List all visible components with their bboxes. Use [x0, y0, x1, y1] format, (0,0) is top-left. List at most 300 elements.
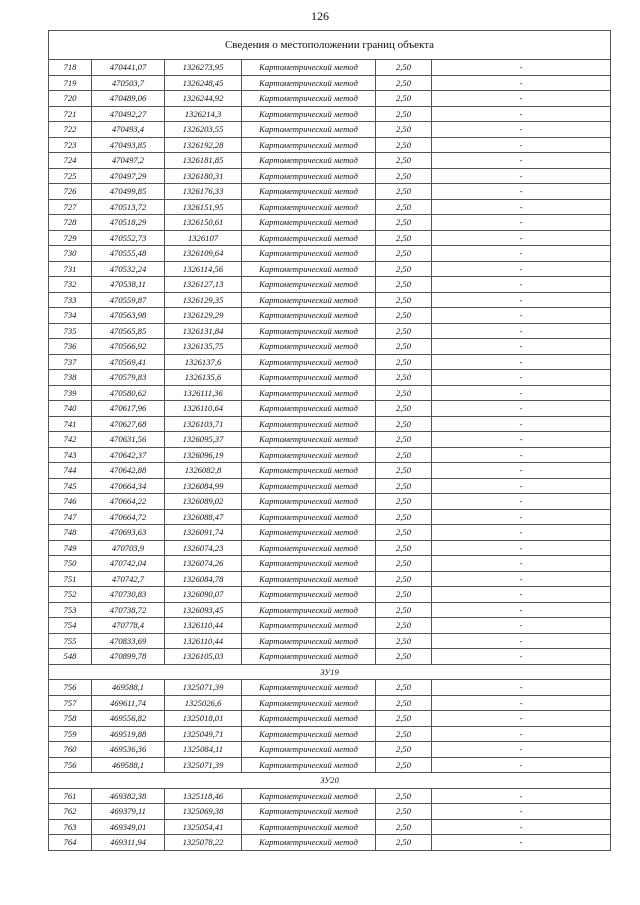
accuracy: 2,50: [376, 478, 432, 494]
method: Картометрический метод: [242, 75, 376, 91]
y-coordinate: 1325084,11: [165, 742, 242, 758]
method: Картометрический метод: [242, 323, 376, 339]
accuracy: 2,50: [376, 308, 432, 324]
accuracy: 2,50: [376, 649, 432, 665]
point-number: 722: [49, 122, 92, 138]
method: Картометрический метод: [242, 618, 376, 634]
point-number: 736: [49, 339, 92, 355]
accuracy: 2,50: [376, 401, 432, 417]
accuracy: 2,50: [376, 602, 432, 618]
description: -: [432, 525, 611, 541]
x-coordinate: 469519,88: [92, 726, 165, 742]
y-coordinate: 1326074,26: [165, 556, 242, 572]
point-number: 730: [49, 246, 92, 262]
y-coordinate: 1326084,99: [165, 478, 242, 494]
accuracy: 2,50: [376, 137, 432, 153]
table-row: [49, 106, 611, 122]
description: -: [432, 804, 611, 820]
x-coordinate: 470664,34: [92, 478, 165, 494]
method: Картометрический метод: [242, 246, 376, 262]
y-coordinate: 1325054,41: [165, 819, 242, 835]
x-coordinate: 470538,11: [92, 277, 165, 293]
x-coordinate: 469588,1: [92, 757, 165, 773]
accuracy: 2,50: [376, 540, 432, 556]
accuracy: 2,50: [376, 432, 432, 448]
description: -: [432, 587, 611, 603]
x-coordinate: 470499,85: [92, 184, 165, 200]
description: -: [432, 91, 611, 107]
description: -: [432, 354, 611, 370]
accuracy: 2,50: [376, 416, 432, 432]
method: Картометрический метод: [242, 835, 376, 851]
accuracy: 2,50: [376, 525, 432, 541]
point-number: 752: [49, 587, 92, 603]
x-coordinate: 470493,85: [92, 137, 165, 153]
table-row: [49, 804, 611, 820]
point-number: 728: [49, 215, 92, 231]
point-number: 741: [49, 416, 92, 432]
point-number: 757: [49, 695, 92, 711]
y-coordinate: 1326088,47: [165, 509, 242, 525]
point-number: 734: [49, 308, 92, 324]
method: Картометрический метод: [242, 649, 376, 665]
table-row: [49, 463, 611, 479]
description: -: [432, 432, 611, 448]
description: -: [432, 788, 611, 804]
description: -: [432, 323, 611, 339]
table-row: [49, 680, 611, 696]
x-coordinate: 469588,1: [92, 680, 165, 696]
y-coordinate: 1325118,46: [165, 788, 242, 804]
y-coordinate: 1325078,22: [165, 835, 242, 851]
accuracy: 2,50: [376, 571, 432, 587]
y-coordinate: 1325069,38: [165, 804, 242, 820]
description: -: [432, 339, 611, 355]
table-row: [49, 618, 611, 634]
y-coordinate: 1326181,85: [165, 153, 242, 169]
section-header-row: [49, 664, 611, 680]
x-coordinate: 470579,83: [92, 370, 165, 386]
description: -: [432, 835, 611, 851]
y-coordinate: 1326093,45: [165, 602, 242, 618]
method: Картометрический метод: [242, 463, 376, 479]
point-number: 756: [49, 757, 92, 773]
y-coordinate: 1326114,56: [165, 261, 242, 277]
point-number: 723: [49, 137, 92, 153]
point-number: 737: [49, 354, 92, 370]
method: Картометрический метод: [242, 742, 376, 758]
y-coordinate: 1326214,3: [165, 106, 242, 122]
description: -: [432, 230, 611, 246]
y-coordinate: 1326109,64: [165, 246, 242, 262]
point-number: 759: [49, 726, 92, 742]
method: Картометрический метод: [242, 633, 376, 649]
x-coordinate: 469382,38: [92, 788, 165, 804]
accuracy: 2,50: [376, 106, 432, 122]
point-number: 721: [49, 106, 92, 122]
method: Картометрический метод: [242, 804, 376, 820]
y-coordinate: 1326203,55: [165, 122, 242, 138]
y-coordinate: 1326151,95: [165, 199, 242, 215]
table-row: [49, 835, 611, 851]
x-coordinate: 470738,72: [92, 602, 165, 618]
table-row: [49, 494, 611, 510]
method: Картометрический метод: [242, 680, 376, 696]
accuracy: 2,50: [376, 556, 432, 572]
y-coordinate: 1326176,33: [165, 184, 242, 200]
point-number: 724: [49, 153, 92, 169]
y-coordinate: 1325071,39: [165, 680, 242, 696]
table-row: [49, 633, 611, 649]
point-number: 764: [49, 835, 92, 851]
y-coordinate: 1326192,28: [165, 137, 242, 153]
description: -: [432, 215, 611, 231]
x-coordinate: 470693,63: [92, 525, 165, 541]
description: -: [432, 401, 611, 417]
x-coordinate: 470503,7: [92, 75, 165, 91]
accuracy: 2,50: [376, 354, 432, 370]
method: Картометрический метод: [242, 106, 376, 122]
accuracy: 2,50: [376, 819, 432, 835]
description: -: [432, 106, 611, 122]
method: Картометрический метод: [242, 122, 376, 138]
x-coordinate: 470497,2: [92, 153, 165, 169]
x-coordinate: 470631,56: [92, 432, 165, 448]
table-row: [49, 153, 611, 169]
description: -: [432, 695, 611, 711]
x-coordinate: 470730,83: [92, 587, 165, 603]
method: Картометрический метод: [242, 184, 376, 200]
point-number: 762: [49, 804, 92, 820]
point-number: 732: [49, 277, 92, 293]
table-row: [49, 230, 611, 246]
description: -: [432, 540, 611, 556]
method: Картометрический метод: [242, 447, 376, 463]
description: -: [432, 447, 611, 463]
method: Картометрический метод: [242, 339, 376, 355]
y-coordinate: 1326084,78: [165, 571, 242, 587]
description: -: [432, 633, 611, 649]
x-coordinate: 470513,72: [92, 199, 165, 215]
accuracy: 2,50: [376, 788, 432, 804]
point-number: 719: [49, 75, 92, 91]
accuracy: 2,50: [376, 75, 432, 91]
accuracy: 2,50: [376, 60, 432, 76]
page-number: 126: [311, 9, 329, 23]
table-row: [49, 602, 611, 618]
point-number: 761: [49, 788, 92, 804]
accuracy: 2,50: [376, 618, 432, 634]
point-number: 745: [49, 478, 92, 494]
accuracy: 2,50: [376, 261, 432, 277]
table-row: [49, 587, 611, 603]
y-coordinate: 1326129,29: [165, 308, 242, 324]
y-coordinate: 1326096,19: [165, 447, 242, 463]
y-coordinate: 1326110,64: [165, 401, 242, 417]
y-coordinate: 1325026,6: [165, 695, 242, 711]
method: Картометрический метод: [242, 726, 376, 742]
method: Картометрический метод: [242, 509, 376, 525]
point-number: 727: [49, 199, 92, 215]
point-number: 718: [49, 60, 92, 76]
table-row: [49, 199, 611, 215]
description: -: [432, 711, 611, 727]
x-coordinate: 470559,87: [92, 292, 165, 308]
x-coordinate: 470518,29: [92, 215, 165, 231]
x-coordinate: 470664,72: [92, 509, 165, 525]
method: Картометрический метод: [242, 370, 376, 386]
x-coordinate: 470566,92: [92, 339, 165, 355]
table-row: [49, 339, 611, 355]
y-coordinate: 1326089,02: [165, 494, 242, 510]
table-title: Сведения о местоположении границ объекта: [49, 31, 611, 60]
accuracy: 2,50: [376, 153, 432, 169]
accuracy: 2,50: [376, 463, 432, 479]
y-coordinate: 1326105,03: [165, 649, 242, 665]
table-row: [49, 292, 611, 308]
y-coordinate: 1325018,01: [165, 711, 242, 727]
table-row: [49, 432, 611, 448]
point-number: 751: [49, 571, 92, 587]
table-row: [49, 137, 611, 153]
table-row: [49, 308, 611, 324]
point-number: 726: [49, 184, 92, 200]
y-coordinate: 1326135,75: [165, 339, 242, 355]
method: Картометрический метод: [242, 602, 376, 618]
point-number: 754: [49, 618, 92, 634]
table-row: [49, 525, 611, 541]
x-coordinate: 470742,7: [92, 571, 165, 587]
table-row: [49, 277, 611, 293]
x-coordinate: 470565,85: [92, 323, 165, 339]
accuracy: 2,50: [376, 835, 432, 851]
method: Картометрический метод: [242, 91, 376, 107]
y-coordinate: 1325071,39: [165, 757, 242, 773]
description: -: [432, 261, 611, 277]
y-coordinate: 1326150,61: [165, 215, 242, 231]
accuracy: 2,50: [376, 633, 432, 649]
method: Картометрический метод: [242, 587, 376, 603]
y-coordinate: 1326129,35: [165, 292, 242, 308]
description: -: [432, 602, 611, 618]
description: -: [432, 292, 611, 308]
method: Картометрический метод: [242, 168, 376, 184]
x-coordinate: 470742,04: [92, 556, 165, 572]
description: -: [432, 416, 611, 432]
description: -: [432, 370, 611, 386]
method: Картометрический метод: [242, 261, 376, 277]
table-row: [49, 122, 611, 138]
method: Картометрический метод: [242, 230, 376, 246]
method: Картометрический метод: [242, 137, 376, 153]
accuracy: 2,50: [376, 587, 432, 603]
point-number: 750: [49, 556, 92, 572]
point-number: 729: [49, 230, 92, 246]
description: -: [432, 122, 611, 138]
table-row: [49, 742, 611, 758]
point-number: 742: [49, 432, 92, 448]
accuracy: 2,50: [376, 184, 432, 200]
method: Картометрический метод: [242, 819, 376, 835]
table-row: [49, 540, 611, 556]
y-coordinate: 1325049,71: [165, 726, 242, 742]
method: Картометрический метод: [242, 478, 376, 494]
method: Картометрический метод: [242, 525, 376, 541]
point-number: 753: [49, 602, 92, 618]
method: Картометрический метод: [242, 401, 376, 417]
accuracy: 2,50: [376, 199, 432, 215]
method: Картометрический метод: [242, 354, 376, 370]
method: Картометрический метод: [242, 711, 376, 727]
accuracy: 2,50: [376, 385, 432, 401]
method: Картометрический метод: [242, 571, 376, 587]
description: -: [432, 494, 611, 510]
point-number: 738: [49, 370, 92, 386]
accuracy: 2,50: [376, 168, 432, 184]
x-coordinate: 470664,22: [92, 494, 165, 510]
method: Картометрический метод: [242, 540, 376, 556]
point-number: 756: [49, 680, 92, 696]
y-coordinate: 1326244,92: [165, 91, 242, 107]
description: -: [432, 571, 611, 587]
description: -: [432, 277, 611, 293]
x-coordinate: 470497,29: [92, 168, 165, 184]
method: Картометрический метод: [242, 494, 376, 510]
point-number: 744: [49, 463, 92, 479]
method: Картометрический метод: [242, 695, 376, 711]
x-coordinate: 470563,98: [92, 308, 165, 324]
point-number: 720: [49, 91, 92, 107]
description: -: [432, 819, 611, 835]
table-row: [49, 401, 611, 417]
point-number: 733: [49, 292, 92, 308]
description: -: [432, 680, 611, 696]
x-coordinate: 470778,4: [92, 618, 165, 634]
accuracy: 2,50: [376, 726, 432, 742]
description: -: [432, 618, 611, 634]
table-row: [49, 75, 611, 91]
section-header-row: [49, 773, 611, 789]
point-number: 758: [49, 711, 92, 727]
x-coordinate: 470569,41: [92, 354, 165, 370]
description: -: [432, 742, 611, 758]
method: Картометрический метод: [242, 215, 376, 231]
table-row: [49, 60, 611, 76]
table-row: [49, 215, 611, 231]
description: -: [432, 137, 611, 153]
table-row: [49, 509, 611, 525]
x-coordinate: 470899,78: [92, 649, 165, 665]
method: Картометрический метод: [242, 292, 376, 308]
x-coordinate: 470627,68: [92, 416, 165, 432]
point-number: 748: [49, 525, 92, 541]
table-title-row: [49, 31, 611, 60]
y-coordinate: 1326091,74: [165, 525, 242, 541]
x-coordinate: 470642,88: [92, 463, 165, 479]
table-row: [49, 447, 611, 463]
description: -: [432, 60, 611, 76]
y-coordinate: 1326110,44: [165, 618, 242, 634]
accuracy: 2,50: [376, 339, 432, 355]
accuracy: 2,50: [376, 509, 432, 525]
y-coordinate: 1326131,84: [165, 323, 242, 339]
description: -: [432, 308, 611, 324]
accuracy: 2,50: [376, 804, 432, 820]
method: Картометрический метод: [242, 60, 376, 76]
table-row: [49, 168, 611, 184]
accuracy: 2,50: [376, 277, 432, 293]
description: -: [432, 184, 611, 200]
description: -: [432, 757, 611, 773]
accuracy: 2,50: [376, 323, 432, 339]
y-coordinate: 1326135,6: [165, 370, 242, 386]
table-row: [49, 711, 611, 727]
boundary-table: [48, 30, 611, 851]
table-row: [49, 246, 611, 262]
description: -: [432, 246, 611, 262]
y-coordinate: 1326127,13: [165, 277, 242, 293]
x-coordinate: 470617,96: [92, 401, 165, 417]
section-label: ЗУ19: [49, 664, 611, 680]
point-number: 739: [49, 385, 92, 401]
x-coordinate: 469349,01: [92, 819, 165, 835]
description: -: [432, 75, 611, 91]
x-coordinate: 470532,24: [92, 261, 165, 277]
description: -: [432, 649, 611, 665]
description: -: [432, 556, 611, 572]
table-row: [49, 354, 611, 370]
x-coordinate: 469536,36: [92, 742, 165, 758]
table-row: [49, 556, 611, 572]
point-number: 743: [49, 447, 92, 463]
table-row: [49, 788, 611, 804]
x-coordinate: 470441,07: [92, 60, 165, 76]
accuracy: 2,50: [376, 370, 432, 386]
x-coordinate: 469311,94: [92, 835, 165, 851]
method: Картометрический метод: [242, 757, 376, 773]
method: Картометрический метод: [242, 199, 376, 215]
y-coordinate: 1326180,31: [165, 168, 242, 184]
x-coordinate: 470555,48: [92, 246, 165, 262]
accuracy: 2,50: [376, 91, 432, 107]
x-coordinate: 469611,74: [92, 695, 165, 711]
y-coordinate: 1326110,44: [165, 633, 242, 649]
description: -: [432, 153, 611, 169]
y-coordinate: 1326090,07: [165, 587, 242, 603]
table-row: [49, 819, 611, 835]
method: Картометрический метод: [242, 153, 376, 169]
y-coordinate: 1326248,45: [165, 75, 242, 91]
table-row: [49, 757, 611, 773]
y-coordinate: 1326082,8: [165, 463, 242, 479]
method: Картометрический метод: [242, 788, 376, 804]
point-number: 755: [49, 633, 92, 649]
x-coordinate: 470552,73: [92, 230, 165, 246]
table-row: [49, 478, 611, 494]
table-row: [49, 184, 611, 200]
accuracy: 2,50: [376, 447, 432, 463]
description: -: [432, 385, 611, 401]
method: Картометрический метод: [242, 308, 376, 324]
accuracy: 2,50: [376, 711, 432, 727]
y-coordinate: 1326074,23: [165, 540, 242, 556]
x-coordinate: 469379,11: [92, 804, 165, 820]
description: -: [432, 509, 611, 525]
point-number: 746: [49, 494, 92, 510]
point-number: 760: [49, 742, 92, 758]
table-row: [49, 91, 611, 107]
accuracy: 2,50: [376, 215, 432, 231]
